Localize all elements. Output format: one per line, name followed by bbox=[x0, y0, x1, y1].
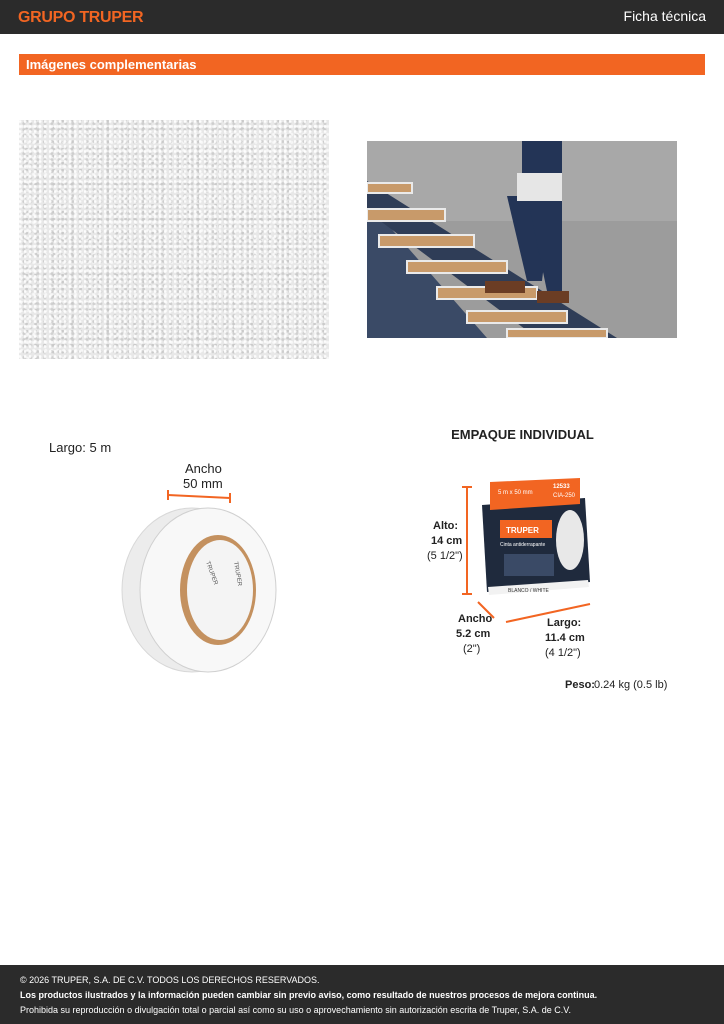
package-size: 5 m x 50 mm bbox=[498, 490, 533, 496]
package-model: CIA-250 bbox=[553, 493, 576, 499]
package-length-value: 11.4 cm bbox=[545, 632, 585, 644]
package-width-value: 5.2 cm bbox=[456, 628, 491, 640]
footer-copyright: © 2026 TRUPER, S.A. DE C.V. TODOS LOS DERECHOS RESERVADOS. bbox=[20, 975, 320, 985]
brand-logo: GRUPO TRUPER bbox=[18, 9, 144, 26]
package-height-title: Alto: bbox=[433, 520, 459, 532]
tape-width-label-1: Ancho bbox=[185, 461, 222, 476]
texture-image bbox=[19, 120, 329, 359]
package-product-name: Cinta antiderrapante bbox=[500, 542, 546, 548]
stairs-photo bbox=[367, 141, 677, 338]
document-type: Ficha técnica bbox=[623, 8, 706, 24]
package-title: EMPAQUE INDIVIDUAL bbox=[451, 427, 594, 442]
package-height-inch: (5 1/2") bbox=[427, 550, 463, 562]
package-code: 12533 bbox=[553, 484, 570, 490]
package-height-value: 14 cm bbox=[431, 535, 463, 547]
tape-core-brand: TRUPER bbox=[204, 560, 219, 586]
header-bar bbox=[0, 0, 724, 34]
tape-core-brand-2: TRUPER bbox=[232, 561, 243, 587]
tape-length-label: Largo: 5 m bbox=[49, 440, 112, 455]
footer bbox=[0, 965, 724, 1024]
package-color: BLANCO / WHITE bbox=[508, 588, 549, 594]
package-width-title: Ancho bbox=[458, 613, 493, 625]
section-header bbox=[19, 54, 705, 75]
package-brand: TRUPER bbox=[506, 526, 539, 535]
footer-legal: Prohibida su reproducción o divulgación total o parcial así como su uso o aprovechamiento sin autorización escrita de Truper, S.A. de C.V. bbox=[20, 1005, 571, 1015]
package-weight-value: 0.24 kg (0.5 lb) bbox=[594, 679, 668, 691]
package-width-inch: (2") bbox=[463, 643, 481, 655]
stairs-illustration bbox=[367, 141, 677, 338]
section-title: Imágenes complementarias bbox=[26, 57, 197, 72]
package-length-title: Largo: bbox=[547, 617, 582, 629]
package-length-inch: (4 1/2") bbox=[545, 647, 581, 659]
package-weight-label: Peso: bbox=[565, 679, 595, 691]
tape-roll-illustration bbox=[110, 490, 290, 680]
tape-roll-figure bbox=[40, 430, 300, 680]
tape-width-label-2: 50 mm bbox=[183, 476, 223, 491]
footer-notice: Los productos ilustrados y la información pueden cambiar sin previo aviso, como resultado de nuestros procesos de mejora continua. bbox=[20, 990, 598, 1000]
